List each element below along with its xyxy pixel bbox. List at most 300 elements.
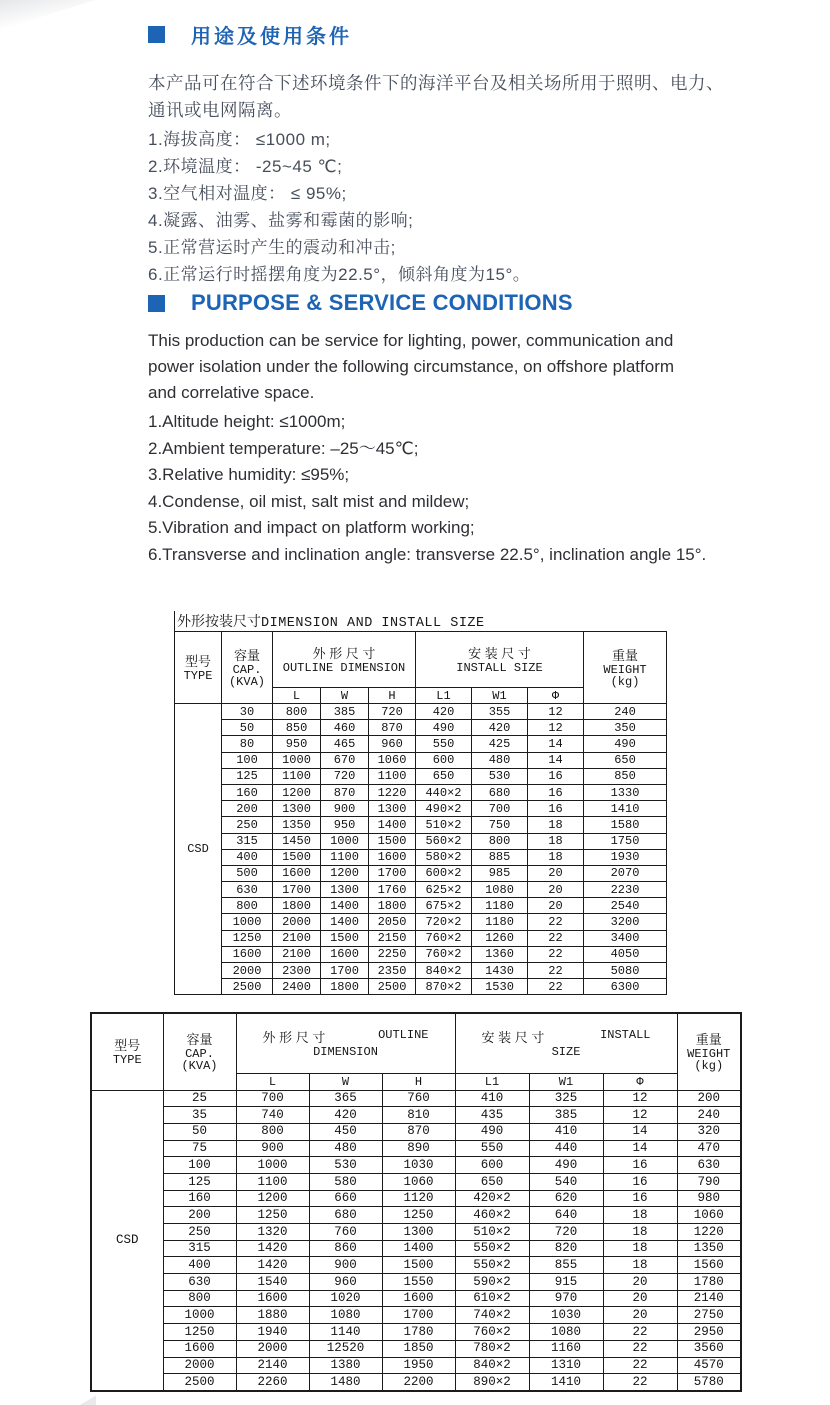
table-cell: 550 [416,736,472,752]
table-cell: 22 [528,930,584,946]
table-cell: 1160 [529,1340,603,1357]
condition-item: 6.正常运行时摇摆角度为22.5°，倾斜角度为15°。 [148,265,531,284]
table-cell: 315 [222,833,273,849]
table-cell: 325 [529,1090,603,1107]
table-cell: 720 [529,1224,603,1241]
table-cell: 600 [455,1157,529,1174]
table-cell: 1410 [529,1374,603,1391]
table-cell: 1780 [382,1324,455,1341]
table-cell: 2140 [236,1357,309,1374]
dimension-install-size-table-2 [90,1012,742,1392]
table-cell: 1410 [584,801,667,817]
table-cell: 22 [528,963,584,979]
table-cell: 840×2 [416,963,472,979]
table-cell: 1500 [321,930,369,946]
table-row [91,1157,741,1174]
table-cell: 680 [472,784,528,800]
subheader-cell: W [321,688,369,704]
table-cell: 1400 [382,1240,455,1257]
condition-item: 2.环境温度： -25~45 ℃; [148,157,343,176]
table-row [175,865,667,881]
en-paragraph-line: power isolation under the following circumstance, on offshore platform [148,357,675,376]
table-cell: 490 [416,720,472,736]
condition-item: 3.空气相对温度： ≤ 95%; [148,184,347,203]
table-cell: 18 [528,849,584,865]
table-row [91,1257,741,1274]
table-cell: 20 [528,898,584,914]
table-cell: 1300 [369,801,416,817]
en-paragraph-line: This production can be service for lighting, power, communication and [148,331,674,350]
table-cell: 900 [309,1257,382,1274]
table-cell: 22 [603,1357,677,1374]
table-cell: 240 [584,704,667,720]
table-cell: 2540 [584,898,667,914]
subheader-cell: H [369,688,416,704]
table-cell: 2000 [222,963,273,979]
table-cell: 1000 [273,752,321,768]
table-cell: 1000 [321,833,369,849]
subheader-cell: Φ [603,1073,677,1090]
table-cell: 620 [529,1190,603,1207]
table-row [91,1123,741,1140]
table-cell: 740 [236,1107,309,1124]
table-cell: 1250 [236,1207,309,1224]
table-cell: 16 [603,1157,677,1174]
table1-title-cn: 外形按装尺寸 [177,613,261,629]
table-cell: 1120 [382,1190,455,1207]
table-cell: 1400 [321,898,369,914]
table-row [91,1324,741,1341]
table-cell: 12 [528,720,584,736]
table-cell: 1800 [321,979,369,995]
table-cell: 1100 [273,768,321,784]
table-cell: 1060 [677,1207,741,1224]
table-cell: 680 [309,1207,382,1224]
subheader-cell: L1 [455,1073,529,1090]
table-cell: 22 [528,946,584,962]
table-cell: 1080 [309,1307,382,1324]
table-cell: 890 [382,1140,455,1157]
table-cell: 20 [603,1274,677,1291]
table-cell: 1060 [369,752,416,768]
table-row [91,1357,741,1374]
table-row [91,1374,741,1391]
table-cell: 870 [382,1123,455,1140]
table-cell: 22 [528,979,584,995]
table-cell: 6300 [584,979,667,995]
table-cell: 1180 [472,914,528,930]
table-cell: 410 [455,1090,529,1107]
table-cell: 800 [236,1123,309,1140]
table-cell: 500 [222,865,273,881]
table-cell: 410 [529,1123,603,1140]
table-cell: 1030 [382,1157,455,1174]
table-cell: 1200 [321,865,369,881]
table-cell: 1600 [321,946,369,962]
subheader-cell: Φ [528,688,584,704]
table-cell: 30 [222,704,273,720]
table-row [175,752,667,768]
table-cell: 420 [416,704,472,720]
type-cell: CSD [91,1090,163,1391]
table-row [175,736,667,752]
table-row [175,898,667,914]
table-cell: 900 [236,1140,309,1157]
table-cell: 14 [528,736,584,752]
table-cell: 20 [528,865,584,881]
table-cell: 1100 [369,768,416,784]
table-cell: 850 [584,768,667,784]
table-cell: 490 [455,1123,529,1140]
table-row [175,946,667,962]
table-header-row [175,632,667,688]
table-cell: 16 [603,1173,677,1190]
table-cell: 2750 [677,1307,741,1324]
table-cell: 12 [603,1107,677,1124]
table-row [175,963,667,979]
table-cell: 1750 [584,833,667,849]
col-weight-header: 重量 WEIGHT (kg) [677,1013,741,1090]
table-cell: 1950 [382,1357,455,1374]
table-cell: 1080 [529,1324,603,1341]
table-cell: 20 [603,1290,677,1307]
table-cell: 1080 [472,882,528,898]
table-cell: 20 [603,1307,677,1324]
table-cell: 4050 [584,946,667,962]
table-cell: 1780 [677,1274,741,1291]
col-type-header: 型号 TYPE [175,632,222,704]
table-cell: 1580 [584,817,667,833]
table-cell: 1000 [222,914,273,930]
cn-section-heading [148,20,768,49]
table-cell: 850 [273,720,321,736]
table-cell: 385 [529,1107,603,1124]
table-cell: 160 [163,1190,236,1207]
table-row [175,914,667,930]
table-cell: 1260 [472,930,528,946]
table-cell: 1180 [472,898,528,914]
table-row [91,1173,741,1190]
table-cell: 1500 [273,849,321,865]
table-cell: 1350 [273,817,321,833]
table-cell: 2500 [222,979,273,995]
table-cell: 315 [163,1240,236,1257]
table-cell: 440×2 [416,784,472,800]
table-cell: 1420 [236,1240,309,1257]
table-cell: 420×2 [455,1190,529,1207]
table-cell: 960 [369,736,416,752]
cn-section [148,20,768,288]
scan-artifact [80,1393,96,1405]
table-row [175,979,667,995]
table-cell: 2260 [236,1374,309,1391]
table-cell: 1100 [236,1173,309,1190]
table-cell: 2100 [273,930,321,946]
table-cell: 1800 [273,898,321,914]
table-cell: 125 [163,1173,236,1190]
table-cell: 1480 [309,1374,382,1391]
table-row [91,1307,741,1324]
table-cell: 18 [603,1240,677,1257]
table-cell: 1400 [369,817,416,833]
cn-heading: 用途及使用条件 [191,26,352,48]
table-row [175,704,667,720]
table-cell: 5080 [584,963,667,979]
table-cell: 1930 [584,849,667,865]
condition-item: 1.海拔高度： ≤1000 m; [148,130,331,149]
table-cell: 460×2 [455,1207,529,1224]
col-outline-header: 外 形 尺 寸 OUTLINE DIMENSION [273,632,416,688]
en-paragraph-line: and correlative space. [148,383,315,402]
table-row [91,1190,741,1207]
table-cell: 790 [677,1173,741,1190]
table-cell: 820 [529,1240,603,1257]
table-cell: 630 [677,1157,741,1174]
table-cell: 22 [528,914,584,930]
table-cell: 420 [472,720,528,736]
table-cell: 1850 [382,1340,455,1357]
cn-paragraph-line: 通讯或电网隔离。 [148,100,292,120]
table-row [175,801,667,817]
table-cell: 750 [472,817,528,833]
table-cell: 12 [603,1090,677,1107]
type-cell: CSD [175,704,222,995]
table-cell: 250 [163,1224,236,1241]
table-cell: 950 [321,817,369,833]
table-cell: 1450 [273,833,321,849]
table-cell: 50 [163,1123,236,1140]
table-cell: 2150 [369,930,416,946]
table-cell: 1430 [472,963,528,979]
table-cell: 2050 [369,914,416,930]
table-cell: 200 [163,1207,236,1224]
col-weight-header: 重量 WEIGHT (kg) [584,632,667,704]
subheader-cell: W1 [529,1073,603,1090]
cn-paragraph-line: 本产品可在符合下述环境条件下的海洋平台及相关场所用于照明、电力、 [148,73,724,93]
table-cell: 1100 [321,849,369,865]
table-cell: 870 [321,784,369,800]
table-cell: 1300 [382,1224,455,1241]
table-cell: 650 [584,752,667,768]
table-cell: 550×2 [455,1257,529,1274]
condition-item: 1.Altitude height: ≤1000m; [148,412,346,431]
table-cell: 3200 [584,914,667,930]
table-row [175,817,667,833]
condition-item: 5.正常营运时产生的震动和冲击; [148,238,396,257]
table-cell: 1400 [321,914,369,930]
table-cell: 870 [369,720,416,736]
table-cell: 1320 [236,1224,309,1241]
table-cell: 80 [222,736,273,752]
table-cell: 16 [528,784,584,800]
table-row [91,1207,741,1224]
table-cell: 1700 [321,963,369,979]
table-cell: 1600 [222,946,273,962]
table-cell: 490 [529,1157,603,1174]
condition-item: 3.Relative humidity: ≤95%; [148,465,350,484]
table-cell: 2250 [369,946,416,962]
table-cell: 650 [455,1173,529,1190]
table-row [175,833,667,849]
table-cell: 1220 [677,1224,741,1241]
col-install-header: 安 装 尺 寸 INSTALL SIZE [416,632,584,688]
table-cell: 2500 [369,979,416,995]
table-cell: 22 [603,1324,677,1341]
table-cell: 760×2 [416,930,472,946]
table-row [91,1140,741,1157]
table-cell: 20 [528,882,584,898]
table-cell: 2140 [677,1290,741,1307]
table-cell: 855 [529,1257,603,1274]
table-cell: 1000 [236,1157,309,1174]
table-cell: 1700 [369,865,416,881]
condition-item: 5.Vibration and impact on platform working; [148,518,475,537]
table-cell: 1380 [309,1357,382,1374]
table-cell: 2200 [382,1374,455,1391]
subheader-cell: L1 [416,688,472,704]
table-cell: 1940 [236,1324,309,1341]
table-cell: 4570 [677,1357,741,1374]
table-cell: 530 [472,768,528,784]
table-cell: 100 [222,752,273,768]
table-cell: 950 [273,736,321,752]
table-row [91,1340,741,1357]
table-cell: 1800 [369,898,416,914]
table-cell: 18 [528,833,584,849]
table-cell: 1530 [472,979,528,995]
table-cell: 840×2 [455,1357,529,1374]
dimension-table-2-block [90,1012,740,1392]
subheader-cell: W1 [472,688,528,704]
table-row [91,1274,741,1291]
table-cell: 480 [472,752,528,768]
table-cell: 1350 [677,1240,741,1257]
table-cell: 240 [677,1107,741,1124]
table-cell: 3560 [677,1340,741,1357]
table-cell: 1220 [369,784,416,800]
table-row [91,1090,741,1107]
en-condition-list [148,409,788,568]
table-cell: 870×2 [416,979,472,995]
table-cell: 720 [321,768,369,784]
table-cell: 490×2 [416,801,472,817]
table-cell: 2500 [163,1374,236,1391]
table-cell: 440 [529,1140,603,1157]
table-cell: 1330 [584,784,667,800]
table-cell: 1250 [382,1207,455,1224]
table-cell: 425 [472,736,528,752]
table-cell: 640 [529,1207,603,1224]
table-cell: 700 [472,801,528,817]
table-cell: 385 [321,704,369,720]
table-cell: 1600 [163,1340,236,1357]
table-cell: 1000 [163,1307,236,1324]
table-cell: 550×2 [455,1240,529,1257]
table-cell: 580×2 [416,849,472,865]
table-cell: 985 [472,865,528,881]
table-cell: 675×2 [416,898,472,914]
table-cell: 1300 [273,801,321,817]
table-cell: 350 [584,720,667,736]
cn-paragraph [148,70,768,124]
cn-condition-list [148,126,768,288]
condition-item: 6.Transverse and inclination angle: transverse 22.5°, inclination angle 15°. [148,544,707,564]
table-row [175,849,667,865]
table-cell: 200 [222,801,273,817]
table-cell: 160 [222,784,273,800]
table-cell: 3400 [584,930,667,946]
table-cell: 510×2 [416,817,472,833]
table-cell: 890×2 [455,1374,529,1391]
table-cell: 1310 [529,1357,603,1374]
table-cell: 550 [455,1140,529,1157]
table-cell: 1300 [321,882,369,898]
table1-title-en: DIMENSION AND INSTALL SIZE [261,616,485,631]
table-cell: 16 [603,1190,677,1207]
table-cell: 25 [163,1090,236,1107]
table-cell: 16 [528,801,584,817]
table-cell: 1700 [273,882,321,898]
table-cell: 1560 [677,1257,741,1274]
table-cell: 1500 [369,833,416,849]
table-cell: 50 [222,720,273,736]
table-cell: 2950 [677,1324,741,1341]
table-cell: 1500 [382,1257,455,1274]
table-cell: 1200 [273,784,321,800]
table-cell: 1030 [529,1307,603,1324]
table-cell: 14 [603,1140,677,1157]
scan-artifact [0,0,95,30]
condition-item: 4.凝露、油雾、盐雾和霉菌的影响; [148,211,414,230]
table-cell: 75 [163,1140,236,1157]
table-cell: 18 [603,1207,677,1224]
table-cell: 980 [677,1190,741,1207]
table-cell: 1250 [222,930,273,946]
en-section [148,290,788,568]
subheader-cell: L [236,1073,309,1090]
col-capacity-header: 容量 CAP. (KVA) [163,1013,236,1090]
table-cell: 18 [603,1224,677,1241]
table-cell: 125 [222,768,273,784]
table-cell: 420 [309,1107,382,1124]
table-row [175,768,667,784]
table-cell: 760 [309,1224,382,1241]
dimension-install-size-table-1 [174,631,667,995]
table-cell: 580 [309,1173,382,1190]
table-cell: 14 [603,1123,677,1140]
table-cell: 2000 [163,1357,236,1374]
table-cell: 200 [677,1090,741,1107]
table-cell: 1200 [236,1190,309,1207]
table-cell: 1600 [369,849,416,865]
table-cell: 1360 [472,946,528,962]
table-cell: 465 [321,736,369,752]
table-cell: 22 [603,1374,677,1391]
table-cell: 12520 [309,1340,382,1357]
table-cell: 800 [222,898,273,914]
table-cell: 900 [321,801,369,817]
table-cell: 1880 [236,1307,309,1324]
table-cell: 1600 [273,865,321,881]
table-cell: 1550 [382,1274,455,1291]
table-cell: 660 [309,1190,382,1207]
table-cell: 610×2 [455,1290,529,1307]
table-cell: 915 [529,1274,603,1291]
table-cell: 760×2 [455,1324,529,1341]
table-cell: 650 [416,768,472,784]
table-cell: 630 [222,882,273,898]
col-capacity-header: 容量 CAP. (KVA) [222,632,273,704]
